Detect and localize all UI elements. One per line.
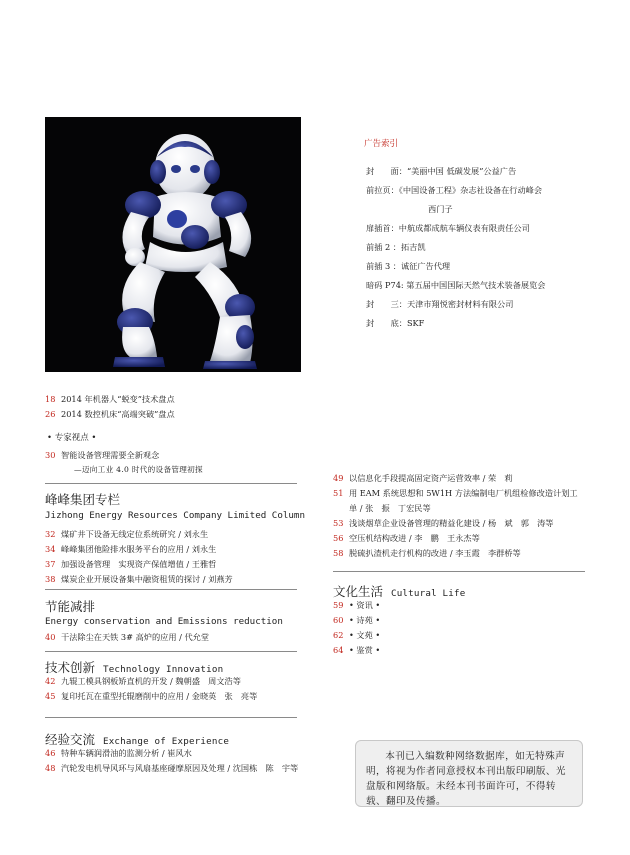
cover-robot-photo [45,117,301,372]
ad-index-list [366,162,545,333]
entry-title: 以信息化手段提高固定资产运营效率 / 荣 莉 [349,473,513,483]
exchange-list [45,746,298,776]
copyright-notice: 本刊已入编数种网络数据库，如无特殊声明，将视为作者同意授权本刊出版印刷版、光盘版和网络版。未经本刊书面许可，不得转载、翻印及传播。 [355,740,583,807]
divider [45,483,297,484]
divider [45,651,297,652]
energy-list [45,630,209,645]
divider [45,717,297,718]
toc-entry[interactable] [45,527,233,542]
section-subtitle-fengfeng: Jizhong Energy Resources Company Limited Column [45,510,305,521]
toc-entry[interactable] [333,628,380,643]
page-number: 40 [45,632,56,642]
ad-index-item: 前拉页：《中国设备工程》杂志社设备在行动峰会 [366,185,543,195]
expert-label: • 专家视点 • [47,433,97,443]
ad-index-title: 广告索引 [364,139,399,149]
page-number: 64 [333,645,344,655]
section-title-energy: 节能减排 [45,599,96,614]
ad-index-item: 封 面：“美丽中国 低碳发展”公益广告 [366,166,517,176]
expert-subtitle: —迈向工业 4.0 时代的设备管理初探 [74,465,203,474]
page-number: 30 [45,450,56,460]
toc-entry[interactable] [45,557,233,572]
toc-entry[interactable] [333,486,578,501]
page-number: 34 [45,544,56,554]
toc-entry[interactable] [333,613,380,628]
entry-title: • 诗苑 • [349,615,381,625]
entry-title: 浅谈烟草企业设备管理的精益化建设 / 杨 斌 郭 涛等 [349,518,554,528]
tech-list [45,674,257,704]
toc-entry[interactable] [45,761,298,776]
ad-index-item: 扉插首：中航成都成航车辆仪表有限责任公司 [366,223,530,233]
page-number: 45 [45,691,56,701]
ad-index-item: 前插 2 ：拓吉凯 [366,242,426,252]
entry-title: 九辊工模具钢板矫直机的开发 / 魏朝盛 周文浩等 [61,676,241,686]
toc-entry[interactable] [45,746,298,761]
entry-title: 2014 数控机床“高端突破”盘点 [61,409,175,419]
section-title-fengfeng: 峰峰集团专栏 [45,492,121,507]
toc-entry[interactable] [333,471,578,486]
ad-index-item: 封 底：SKF [366,318,425,328]
expert-entry[interactable] [45,448,159,463]
entry-title: 干法除尘在天铁 3# 高炉的应用 / 代允堂 [61,632,210,642]
entry-title: • 鉴赏 • [349,645,381,655]
toc-entry-continued[interactable] [333,501,578,516]
culture-list [333,598,380,658]
right-list [333,471,578,561]
section-title-tech-en: Technology Innovation [102,664,224,675]
page-number: 38 [45,574,56,584]
entry-title: 汽轮发电机导风环与风扇基座碰摩原因及处理 / 沈国栋 陈 宇等 [61,763,299,773]
ad-index-item: 前插 3 ：诚征广告代理 [366,261,451,271]
ad-index-item: 封 三：天津市翔悦密封材料有限公司 [366,299,514,309]
section-title-culture-cn: 文化生活 [333,584,384,599]
ad-index-item: 西门子 [428,204,453,214]
section-title-tech-cn: 技术创新 [45,660,96,675]
top-items [45,392,175,422]
entry-title: • 文苑 • [349,630,381,640]
entry-title: 峰峰集团他险排水服务平台的应用 / 刘永生 [61,544,217,554]
entry-title: 煤炭企业开展设备集中融资租赁的探讨 / 刘燕芳 [61,574,233,584]
section-subtitle-energy: Energy conservation and Emissions reduction [45,616,283,627]
entry-title: 特种车辆润滑油的监测分析 / 崔风水 [61,748,192,758]
entry-title: 智能设备管理需要全新观念 [61,450,160,460]
entry-title: 复印托瓦在重型托辊磨削中的应用 / 金晓英 张 亮等 [61,691,258,701]
entry-title: 单 / 张 振 丁宏民等 [349,503,431,513]
toc-entry[interactable] [45,689,257,704]
section-title-exchange-en: Exchange of Experience [102,736,230,747]
toc-entry[interactable] [45,674,257,689]
page-number: 42 [45,676,56,686]
entry-title: 煤矿井下设备无线定位系统研究 / 刘永生 [61,529,209,539]
section-title-culture-en: Cultural Life [390,588,466,599]
page-number: 56 [333,533,344,543]
robot-illustration [45,117,301,372]
toc-entry[interactable] [333,531,578,546]
entry-title: • 资讯 • [349,600,381,610]
entry-title: 用 EAM 系统思想和 5W1H 方法编制电厂机组检修改造计划工 [349,488,578,498]
toc-entry[interactable] [333,516,578,531]
page-number: 18 [45,394,56,404]
divider [333,571,585,572]
page-number: 53 [333,518,344,528]
entry-title: 空压机结构改进 / 李 鹏 王永杰等 [349,533,480,543]
page-number: 49 [333,473,344,483]
page-number: 58 [333,548,344,558]
page-number: 32 [45,529,56,539]
divider [45,589,297,590]
toc-entry[interactable] [333,643,380,658]
page-number: 48 [45,763,56,773]
page-number: 60 [333,615,344,625]
ad-index-item: 暗码 P74: 第五届中国国际天然气技术装备展览会 [366,280,546,290]
toc-entry[interactable] [45,542,233,557]
entry-title: 脱硫扒渣机走行机构的改进 / 李玉霞 李群桥等 [349,548,521,558]
page-number: 51 [333,488,344,498]
entry-title: 2014 年机器人“蜕变”技术盘点 [61,394,175,404]
entry-title: 加强设备管理 实现资产保值增值 / 王雅哲 [61,559,217,569]
toc-entry[interactable] [45,407,175,422]
fengfeng-list [45,527,233,587]
page-number: 37 [45,559,56,569]
page-number: 26 [45,409,56,419]
toc-entry[interactable] [333,598,380,613]
section-title-exchange-cn: 经验交流 [45,732,96,747]
toc-entry[interactable] [45,572,233,587]
page-number: 46 [45,748,56,758]
page-number: 62 [333,630,344,640]
toc-entry[interactable] [45,630,209,645]
toc-entry[interactable] [45,392,175,407]
toc-entry[interactable] [333,546,578,561]
page-number: 59 [333,600,344,610]
